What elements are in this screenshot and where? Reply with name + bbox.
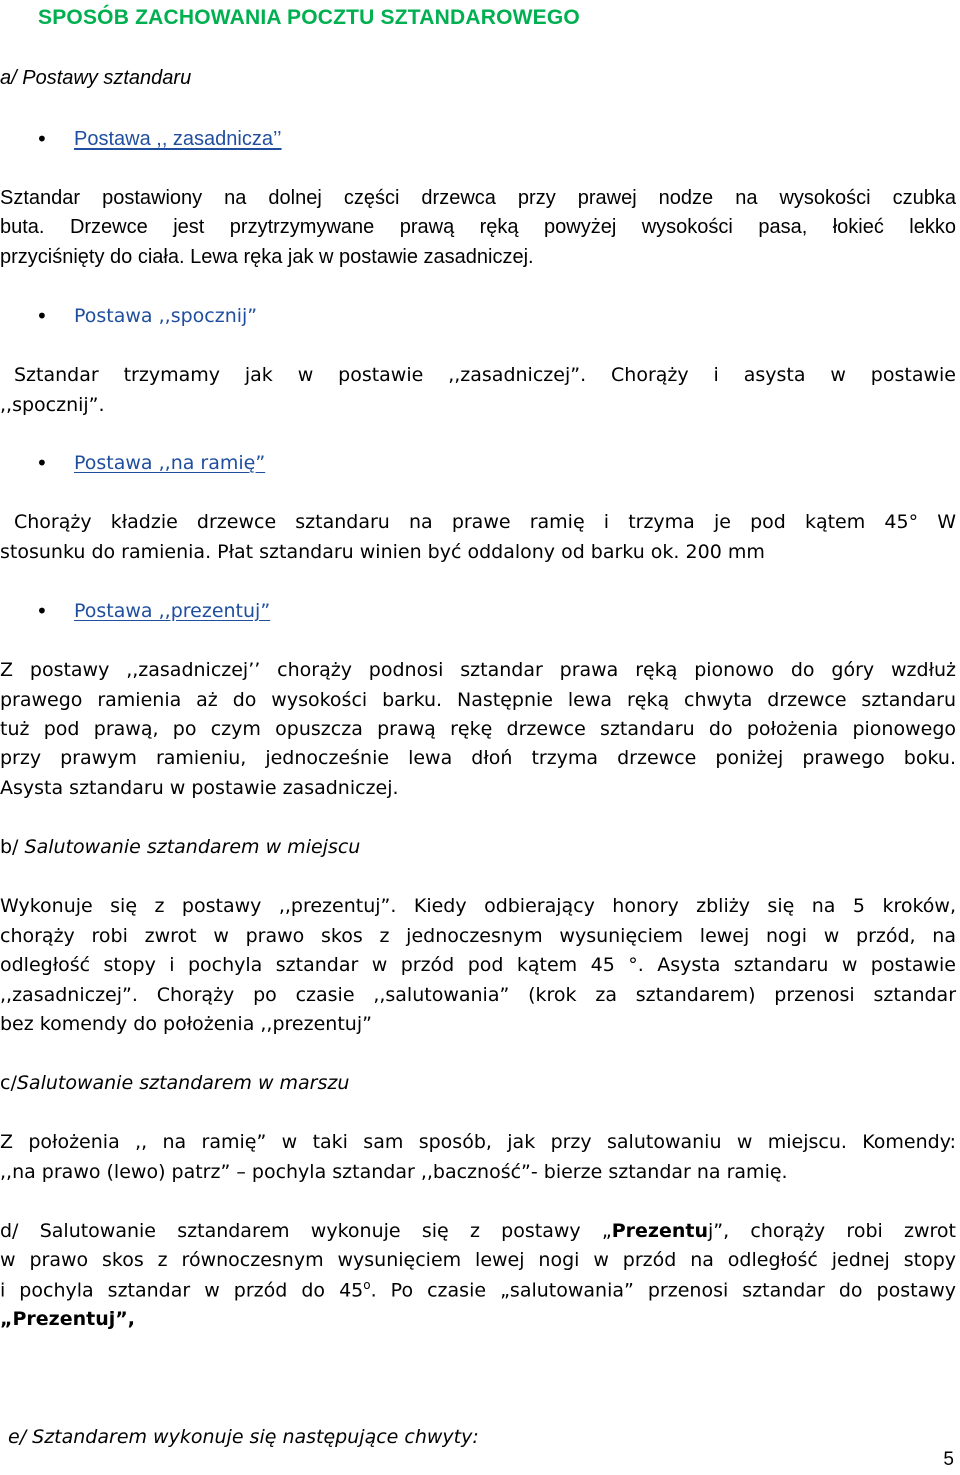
paragraph-line-d3	[0, 1278, 956, 1301]
d-bold-prezentu: Prezentu	[611, 1220, 708, 1242]
paragraph-line: prawego ramienia aż do wysokości barku. Następnie lewa ręką chwyta drzewce sztandaru	[0, 689, 956, 711]
paragraph-line-d1	[0, 1220, 956, 1242]
paragraph-line-bold: „Prezentuj”,	[0, 1308, 135, 1330]
section-b-heading	[0, 836, 360, 858]
d-text: . Po czasie „salutowania” przenosi sztandar do postawy	[370, 1279, 957, 1302]
page-title: SPOSÓB ZACHOWANIA POCZTU SZTANDAROWEGO	[38, 6, 580, 29]
d-text: i pochyla sztandar w przód do 45	[0, 1279, 364, 1302]
bullet-icon: •	[36, 451, 48, 475]
bullet-postawa-na-ramie: Postawa ,,na ramię”	[74, 452, 266, 474]
paragraph-line: przy prawym ramieniu, jednocześnie lewa dłoń trzyma drzewce poniżej prawego boku.	[0, 747, 956, 769]
bullet-icon: •	[36, 599, 48, 623]
paragraph-line: Sztandar trzymamy jak w postawie ,,zasadniczej”. Chorąży i asysta w postawie	[14, 364, 956, 386]
paragraph-line: chorąży robi zwrot w prawo skos z jednoczesnym wysunięciem lewej nogi w przód, na	[0, 925, 956, 947]
paragraph-line: Chorąży kładzie drzewce sztandaru na prawe ramię i trzyma je pod kątem 45° W	[14, 511, 956, 533]
paragraph-line: Sztandar postawiony na dolnej części drzewca przy prawej nodze na wysokości czubka	[0, 187, 956, 209]
degree-sup: o	[363, 1278, 371, 1292]
bullet-postawa-zasadnicza: Postawa ,, zasadnicza’’	[74, 128, 282, 150]
bullet-icon: •	[36, 304, 48, 328]
paragraph-line: w prawo skos z równoczesnym wysunięciem lewej nogi w przód na odległość jednej stopy	[0, 1249, 956, 1271]
paragraph-line: Z postawy ,,zasadniczej’’ chorąży podnosi sztandar prawa ręką pionowo do góry wzdłuż	[0, 659, 956, 681]
section-c-title: Salutowanie sztandarem w marszu	[16, 1072, 350, 1094]
paragraph-line: ,,zasadniczej”. Chorąży po czasie ,,salutowania” (krok za sztandarem) przenosi sztandar	[0, 984, 956, 1006]
section-b-title: Salutowanie sztandarem w miejscu	[24, 836, 361, 858]
paragraph-line: odległość stopy i pochyla sztandar w przód pod kątem 45 °. Asysta sztandaru w postawie	[0, 954, 956, 976]
bullet-icon: •	[36, 127, 48, 151]
section-c-prefix: c/	[0, 1072, 17, 1094]
section-b-prefix: b/	[0, 836, 19, 858]
paragraph-line: ,,na prawo (lewo) patrz” – pochyla sztandar ,,baczność”- bierze sztandar na ramię.	[0, 1161, 788, 1183]
section-a-heading: a/ Postawy sztandaru	[0, 67, 192, 89]
bullet-postawa-spocznij: Postawa ,,spocznij”	[74, 305, 258, 327]
paragraph-line: bez komendy do położenia ,,prezentuj”	[0, 1013, 372, 1035]
paragraph-line: Wykonuje się z postawy ,,prezentuj”. Kiedy odbierający honory zbliży się na 5 kroków,	[0, 895, 956, 917]
paragraph-line: stosunku do ramienia. Płat sztandaru winien być oddalony od barku ok. 200 mm	[0, 541, 765, 563]
paragraph-line: przyciśnięty do ciała. Lewa ręka jak w postawie zasadniczej.	[0, 246, 534, 268]
bullet-postawa-prezentuj: Postawa ,,prezentuj”	[74, 600, 271, 622]
section-e-heading: e/ Sztandarem wykonuje się następujące chwyty:	[8, 1426, 479, 1448]
d-text: d/ Salutowanie sztandarem wykonuje się z postawy „	[0, 1220, 612, 1242]
paragraph-line: buta. Drzewce jest przytrzymywane prawą ręką powyżej wysokości pasa, łokieć lekko	[0, 216, 956, 238]
d-text: j”, chorąży robi zwrot	[707, 1220, 957, 1242]
paragraph-line: ,,spocznij”.	[0, 394, 105, 416]
section-c-heading	[0, 1072, 349, 1094]
paragraph-line: Z położenia ,, na ramię” w taki sam sposób, jak przy salutowaniu w miejscu. Komendy:	[0, 1131, 956, 1153]
paragraph-line: tuż pod prawą, po czym opuszcza prawą rękę drzewce sztandaru do położenia pionowego	[0, 718, 956, 740]
paragraph-line: Asysta sztandaru w postawie zasadniczej.	[0, 777, 399, 799]
page-number: 5	[943, 1449, 954, 1470]
